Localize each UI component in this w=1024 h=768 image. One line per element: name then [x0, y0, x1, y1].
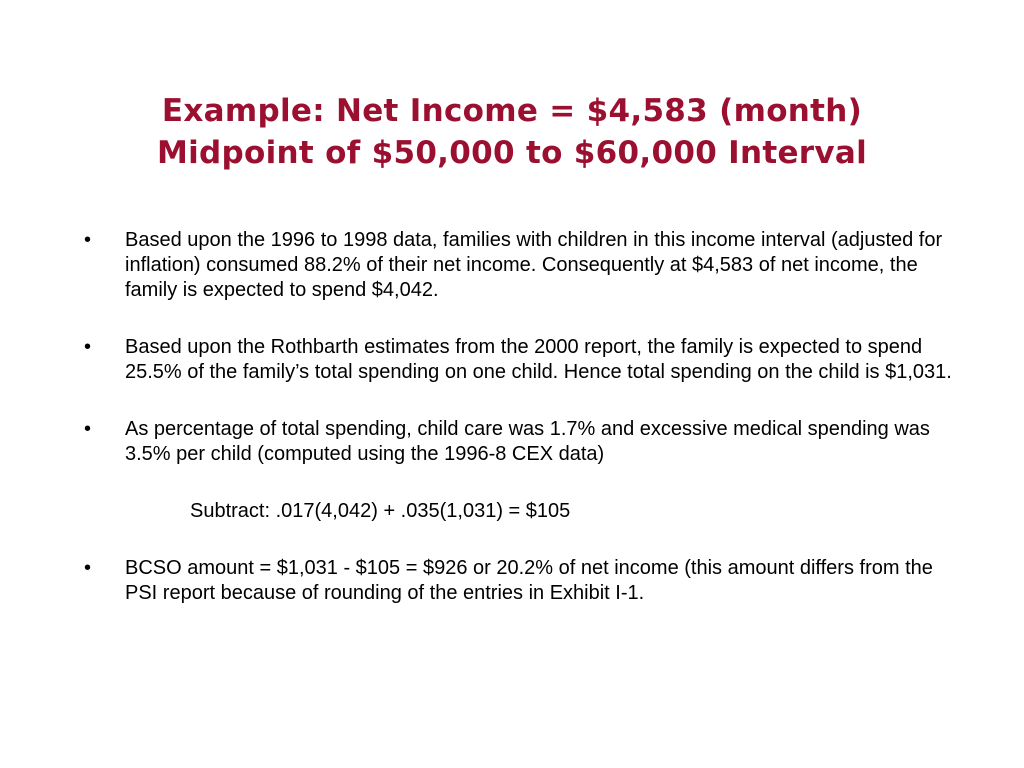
bullet-text: Based upon the Rothbarth estimates from the 2000 report, the family is expected to spend 25.5% of the family’s total spending on one child. Hence total spending on the child is $1,031. — [125, 336, 952, 383]
bullet-item — [84, 417, 954, 467]
bullet-item — [84, 556, 954, 606]
bullet-marker: • — [84, 229, 92, 251]
bullet-marker: • — [84, 418, 92, 440]
title-line-1: Example: Net Income = $4,583 (month) — [161, 93, 863, 129]
formula-line: Subtract: .017(4,042) + .035(1,031) = $105 — [190, 500, 571, 522]
bullet-item — [84, 228, 954, 303]
bullet-marker: • — [84, 336, 92, 358]
bullet-text: Based upon the 1996 to 1998 data, families with children in this income interval (adjusted for inflation) consumed 88.2% of their net income. Consequently at $4,583 of net income, the family is expected to spend $4,042. — [125, 229, 943, 301]
title-line-2: Midpoint of $50,000 to $60,000 Interval — [156, 135, 868, 171]
bullet-text: As percentage of total spending, child care was 1.7% and excessive medical spending was 3.5% per child (computed using the 1996-8 CEX data) — [125, 418, 930, 465]
bullet-text: BCSO amount = $1,031 - $105 = $926 or 20.2% of net income (this amount differs from the PSI report because of rounding of the entries in Exhibit I-1. — [125, 557, 933, 604]
bullet-marker: • — [84, 557, 92, 579]
bullet-item — [84, 335, 954, 385]
slide-title — [60, 90, 964, 174]
slide-body — [84, 228, 954, 606]
